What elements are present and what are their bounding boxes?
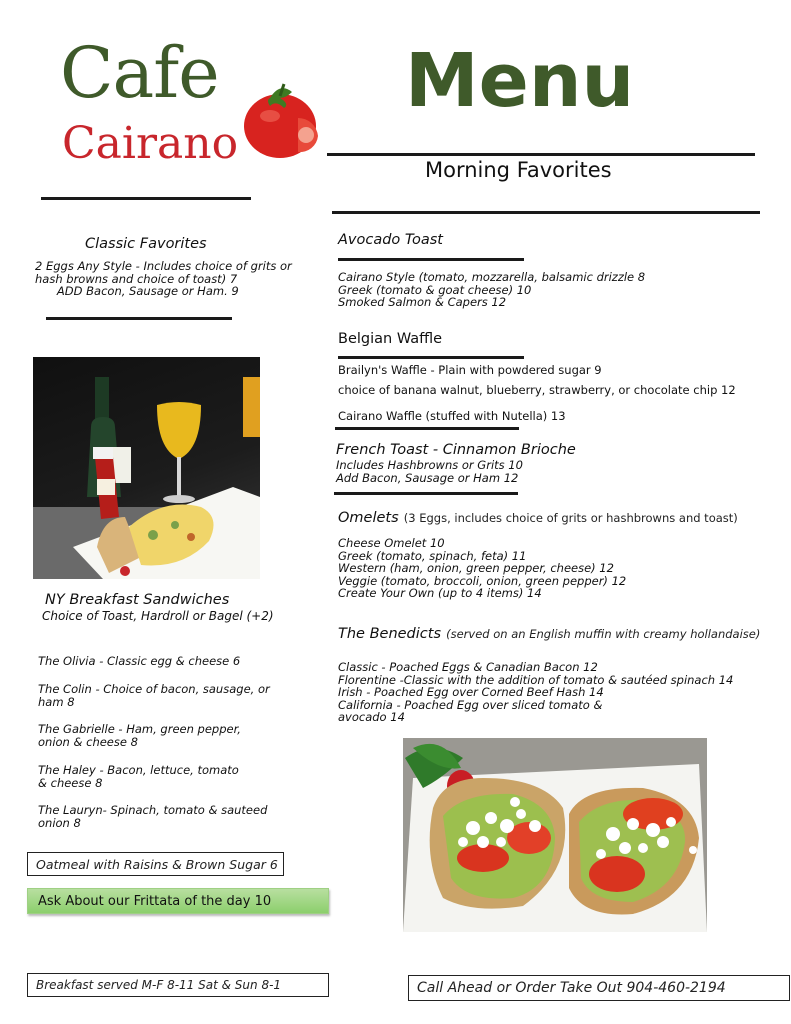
logo-cafe: Cafe xyxy=(60,32,219,114)
benedicts-title xyxy=(338,623,760,642)
classic-line: 2 Eggs Any Style - Includes choice of grits or xyxy=(35,259,292,273)
sandwiches-subheading: Choice of Toast, Hardroll or Bagel (+2) xyxy=(42,609,274,623)
call-ahead-box: Call Ahead or Order Take Out 904-460-2194 xyxy=(408,975,790,1001)
classic-divider xyxy=(46,317,232,320)
french-heading: French Toast - Cinnamon Brioche xyxy=(336,442,576,458)
sandwiches-heading: NY Breakfast Sandwiches xyxy=(45,592,230,608)
omelets-note: (3 Eggs, includes choice of grits or hashbrowns and toast) xyxy=(403,511,738,525)
oatmeal-box: Oatmeal with Raisins & Brown Sugar 6 xyxy=(27,852,284,876)
waffle-line-1: Brailyn's Waffle - Plain with powdered sugar 9 xyxy=(338,363,602,377)
waffle-line-3: Cairano Waffle (stuffed with Nutella) 13 xyxy=(338,409,566,423)
menu-title: Menu xyxy=(405,38,635,124)
french-divider xyxy=(334,492,518,495)
french-text: Includes Hashbrowns or Grits 10 Add Bacon, Sausage or Ham 12 xyxy=(336,458,523,485)
sandwich-item: The Haley - Bacon, lettuce, tomato & cheese 8 xyxy=(38,763,239,790)
benedicts-text: Classic - Poached Eggs & Canadian Bacon 12 Florentine -Classic with the addition of tomato & sautéed spinach 14 Irish - Poached Egg over Corned Beef Hash 14 California - Poached Egg over sliced tomato & avocado 14 xyxy=(338,660,734,724)
subtitle-divider xyxy=(332,211,760,214)
classic-line: ADD Bacon, Sausage or Ham. 9 xyxy=(35,284,239,298)
logo-cairano: Cairano xyxy=(62,118,239,169)
sandwich-item: The Lauryn- Spinach, tomato & sauteed onion 8 xyxy=(38,803,268,830)
classic-text xyxy=(35,260,292,298)
omelets-text: Cheese Omelet 10 Greek (tomato, spinach, feta) 11 Western (ham, onion, green pepper, cheese) 12 Veggie (tomato, broccoli, onion, green pepper) 12 Create Your Own (up to 4 items) 14 xyxy=(338,536,627,600)
avocado-toast-photo xyxy=(403,738,707,932)
waffle-divider xyxy=(338,356,524,359)
sandwich-item: The Olivia - Classic egg & cheese 6 xyxy=(38,654,241,668)
waffle-bottom-divider xyxy=(335,427,519,430)
omelets-heading: Omelets xyxy=(338,510,399,526)
tomato-icon xyxy=(240,78,326,164)
avocado-heading: Avocado Toast xyxy=(338,232,443,248)
waffle-line-2: choice of banana walnut, blueberry, strawberry, or chocolate chip 12 xyxy=(338,383,736,397)
omelets-title xyxy=(338,507,738,526)
title-divider xyxy=(327,153,755,156)
benedicts-heading: The Benedicts xyxy=(338,626,442,642)
waffle-heading: Belgian Waffle xyxy=(338,331,443,347)
benedicts-note: (served on an English muffin with creamy hollandaise) xyxy=(446,627,761,641)
sandwich-item: The Gabrielle - Ham, green pepper, onion & cheese 8 xyxy=(38,722,241,749)
classic-heading: Classic Favorites xyxy=(85,236,207,252)
frittata-banner: Ask About our Frittata of the day 10 xyxy=(27,888,329,914)
hours-box: Breakfast served M-F 8-11 Sat & Sun 8-1 xyxy=(27,973,329,997)
section-subtitle: Morning Favorites xyxy=(425,158,612,182)
avocado-divider xyxy=(338,258,524,261)
logo-divider xyxy=(41,197,251,200)
classic-line: hash browns and choice of toast) 7 xyxy=(35,271,238,286)
sandwich-item: The Colin - Choice of bacon, sausage, or ham 8 xyxy=(38,682,270,709)
breakfast-photo xyxy=(33,357,260,579)
avocado-text: Cairano Style (tomato, mozzarella, balsamic drizzle 8 Greek (tomato & goat cheese) 10 Smoked Salmon & Capers 12 xyxy=(338,270,646,309)
